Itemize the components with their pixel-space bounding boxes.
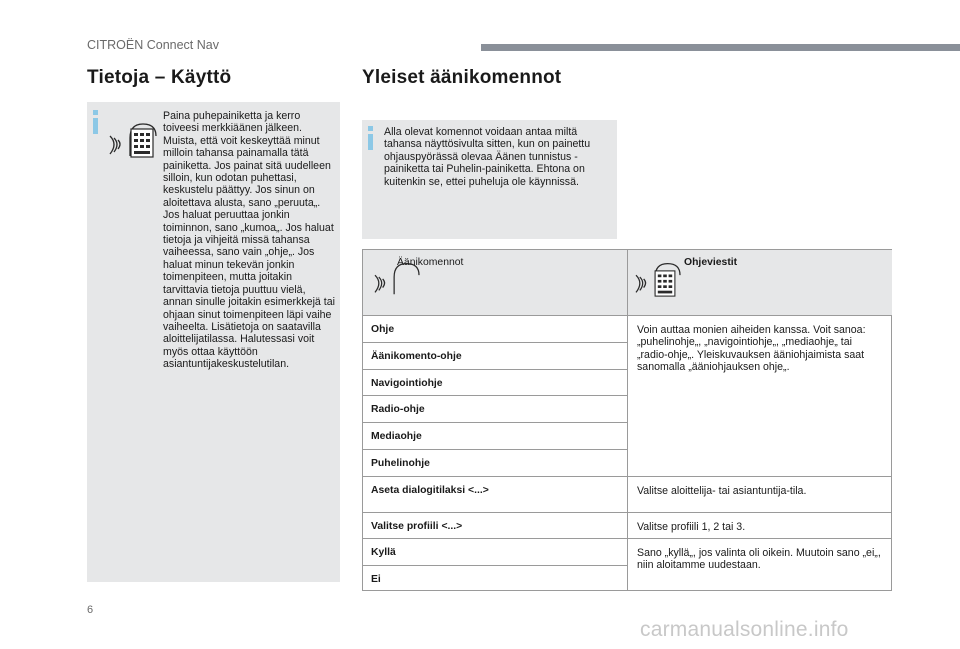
table-message-cell	[627, 512, 892, 538]
voice-command-table	[362, 249, 892, 591]
table-row	[362, 476, 627, 512]
page-number: 6	[87, 604, 94, 616]
command-label: Ei	[371, 574, 381, 585]
command-label: Navigointiohje	[371, 378, 443, 389]
message-text: Voin auttaa monien aiheiden kanssa. Voit sanoa: „puhelinohje„, „navigointiohje„, „mediaohje„ tai „radio-ohje„. Yleiskuvauksen ääniohjaimista saat sanomalla „ääniohjauksen ohje„.	[637, 324, 866, 374]
table-row	[362, 369, 627, 395]
table-row	[362, 538, 627, 565]
table-row	[362, 342, 627, 369]
table-row	[362, 449, 627, 476]
table-row	[362, 565, 627, 591]
left-body-text: Paina puhepainiketta ja kerro toiveesi merkkiäänen jälkeen. Muista, että voit keskeyttää minut milloin tahansa painamalla tätä painiketta. Jos painat sitä uudelleen silloin, kun odotan puhettasi, keskustelu päättyy. Jos sinun on aloitettava alusta, sano „peruuta„. Jos haluat peruuttaa jonkin toiminnon, sano „kumoa„. Jos haluat tietoja ja vihjeitä missä tahansa vaiheessa, sano vain „ohje„. Jos haluat minun tekevän jonkin toimenpiteen, mutta joitakin tarvittavia tietoja puuttuu vielä, annan sinulle joitakin esimerkkejä tai ohjaan sinut toimenpiteen läpi vaihe vaiheelta. Lisätietoja on saatavilla aloittelijatilassa. Halutessasi voit myös ottaa käyttöön asiantuntijakeskustelutilan.	[163, 110, 335, 371]
table-message-cell	[627, 476, 892, 512]
table-row	[362, 512, 627, 538]
header-bar	[481, 44, 960, 51]
table-message-cell	[627, 538, 892, 591]
table-header-commands-label: Äänikomennot	[397, 257, 464, 268]
right-heading: Yleiset äänikomennot	[362, 67, 562, 88]
command-label: Ohje	[371, 324, 395, 335]
keypad-icon	[130, 128, 154, 158]
right-info-text: Alla olevat komennot voidaan antaa miltä tahansa näyttösivulta sitten, kun on painettu ohjauspyörässä olevaa Äänen tunnistus -painiketta tai Puhelin-painiketta. Ehtona on kuitenkin se, ettei puheluja ole käynnissä.	[384, 126, 591, 188]
table-row	[362, 422, 627, 449]
command-label: Mediaohje	[371, 431, 422, 442]
table-row	[362, 395, 627, 422]
left-heading: Tietoja – Käyttö	[87, 67, 232, 88]
message-text: Valitse aloittelija- tai asiantuntija-tila.	[637, 485, 807, 497]
message-text: Sano „kyllä„, jos valinta oli oikein. Muutoin sano „ei„, niin aloitamme uudestaan.	[637, 547, 881, 572]
command-label: Valitse profiili <...>	[371, 521, 463, 532]
command-label: Aseta dialogitilaksi <...>	[371, 485, 489, 496]
table-header-commands	[362, 249, 627, 315]
command-label: Äänikomento-ohje	[371, 351, 462, 362]
keypad-icon	[654, 270, 676, 297]
table-header-messages-label: Ohjeviestit	[684, 257, 738, 268]
table-row	[362, 315, 627, 342]
message-text: Valitse profiili 1, 2 tai 3.	[637, 521, 746, 533]
watermark: carmanualsonline.info	[640, 618, 849, 641]
table-header-messages	[627, 249, 892, 315]
command-label: Radio-ohje	[371, 404, 425, 415]
command-label: Kyllä	[371, 547, 396, 558]
command-label: Puhelinohje	[371, 458, 430, 469]
header-title: CITROËN Connect Nav	[87, 38, 219, 52]
table-message-cell	[627, 315, 892, 476]
